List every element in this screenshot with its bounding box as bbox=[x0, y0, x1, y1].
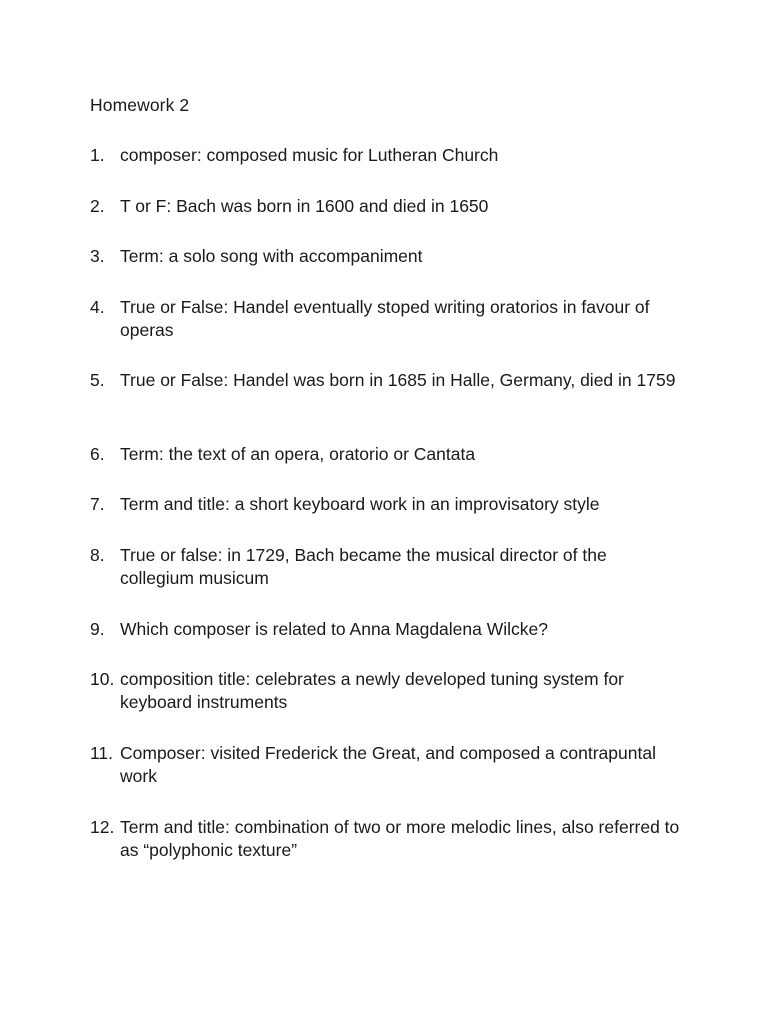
question-number: 5. bbox=[90, 370, 105, 390]
question-number: 6. bbox=[90, 444, 105, 464]
question-text: Term and title: a short keyboard work in an improvisatory style bbox=[120, 494, 600, 514]
question-text: composition title: celebrates a newly developed tuning system for keyboard instruments bbox=[120, 669, 624, 712]
question-item bbox=[90, 742, 690, 788]
question-number: 9. bbox=[90, 619, 105, 639]
question-item bbox=[90, 668, 690, 714]
document-title: Homework 2 bbox=[90, 95, 190, 115]
question-number: 11. bbox=[90, 743, 114, 763]
question-text: T or F: Bach was born in 1600 and died in 1650 bbox=[120, 196, 489, 216]
question-item bbox=[90, 618, 690, 641]
question-number: 7. bbox=[90, 494, 105, 514]
question-number: 10. bbox=[90, 669, 115, 689]
question-number: 4. bbox=[90, 297, 105, 317]
question-text: Term: the text of an opera, oratorio or Cantata bbox=[120, 444, 476, 464]
question-text: True or False: Handel eventually stoped writing oratorios in favour of operas bbox=[120, 297, 650, 340]
question-item bbox=[90, 195, 690, 218]
question-text: True or False: Handel was born in 1685 in Halle, Germany, died in 1759 bbox=[120, 370, 676, 390]
question-text: composer: composed music for Lutheran Church bbox=[120, 145, 499, 165]
question-text: True or false: in 1729, Bach became the musical director of the collegium musicum bbox=[120, 545, 607, 588]
question-number: 12. bbox=[90, 817, 115, 837]
question-item bbox=[90, 369, 690, 392]
question-item bbox=[90, 144, 690, 167]
question-item bbox=[90, 816, 690, 862]
question-item bbox=[90, 296, 690, 342]
question-text: Term and title: combination of two or more melodic lines, also referred to as “polyphonic texture” bbox=[120, 817, 680, 860]
question-item bbox=[90, 443, 690, 466]
question-item bbox=[90, 493, 690, 516]
question-text: Which composer is related to Anna Magdalena Wilcke? bbox=[120, 619, 548, 639]
question-text: Term: a solo song with accompaniment bbox=[120, 246, 423, 266]
question-item bbox=[90, 544, 690, 590]
question-number: 1. bbox=[90, 145, 105, 165]
question-item bbox=[90, 245, 690, 268]
question-number: 3. bbox=[90, 246, 105, 266]
question-number: 8. bbox=[90, 545, 105, 565]
question-text: Composer: visited Frederick the Great, and composed a contrapuntal work bbox=[120, 743, 656, 786]
question-number: 2. bbox=[90, 196, 105, 216]
